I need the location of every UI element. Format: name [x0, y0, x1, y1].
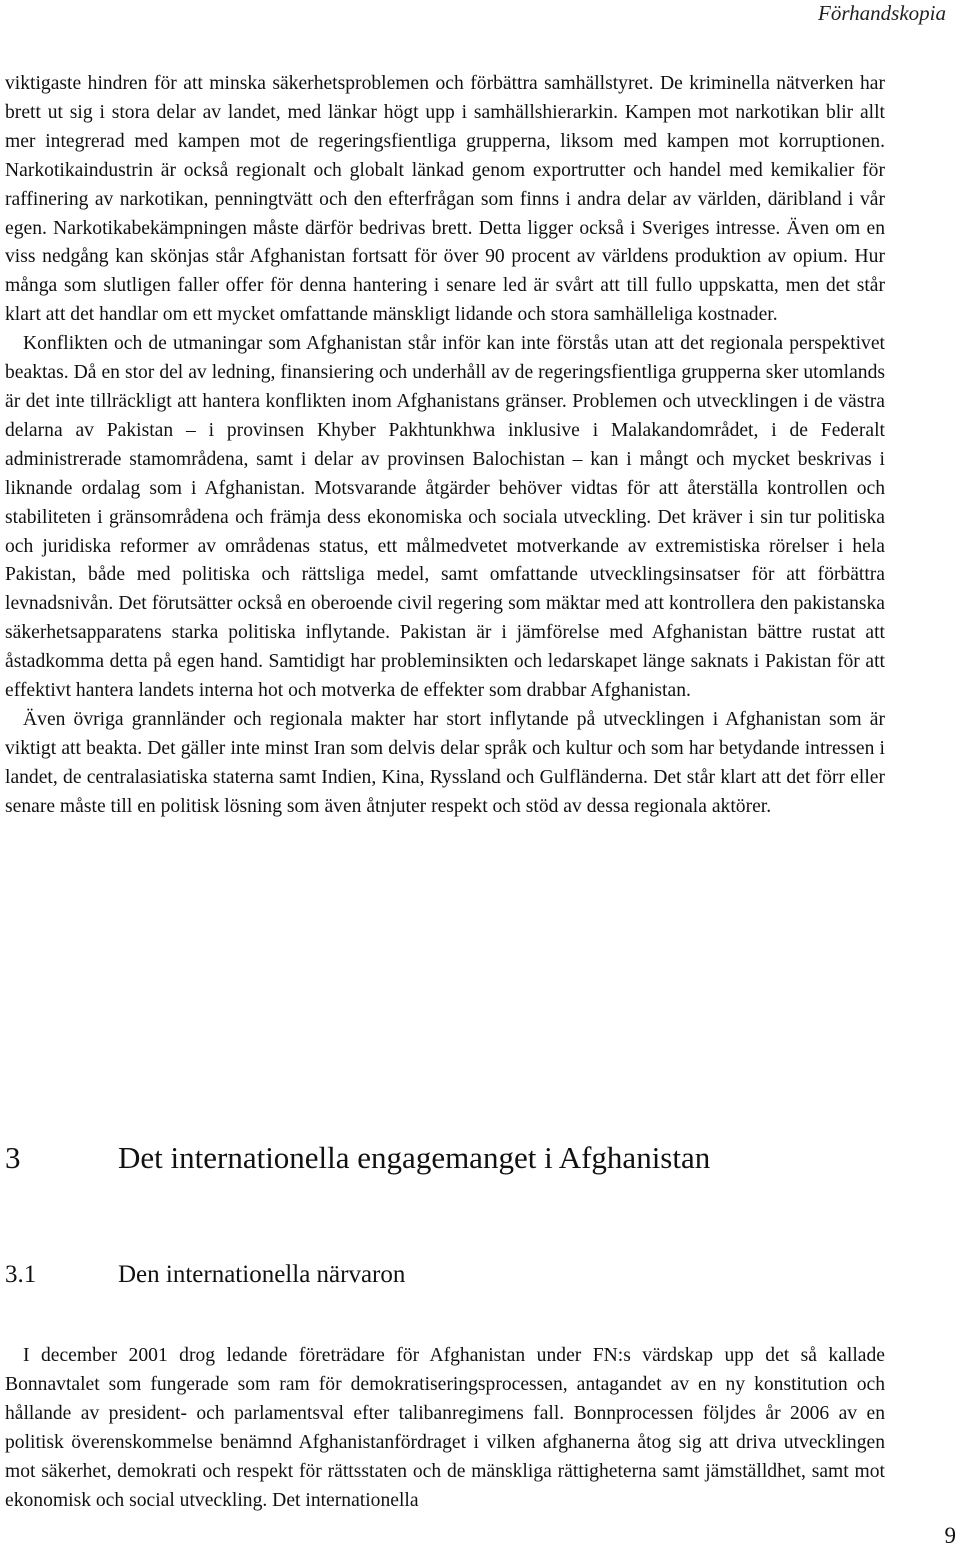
paragraph-narcotics: viktigaste hindren för att minska säkerhetsproblemen och förbättra samhällstyret. De kriminella nätverken har brett ut sig i stora delar av landet, med länkar högt upp i samhällshierarkin. Kampen mot narkotikan blir allt mer integrerad med kampen mot de regeringsfientliga grupperna, liksom med kampen mot korruptionen. Narkotikaindustrin är också regionalt och globalt länkad genom exportrutter och handel med kemikalier för raffinering av narkotikan, penningtvätt och den efterfrågan som finns i andra delar av världen, däribland i vår egen. Narkotikabekämpningen måste därför bedrivas brett. Detta ligger också i Sveriges intresse. Även om en viss nedgång kan skönjas står Afghanistan fortsatt för över 90 procent av världens produktion av opium. Hur många som slutligen faller offer för denna hantering i senare led är svårt att till fullo uppskatta, men det står klart att det handlar om ett mycket omfattande mänskligt lidande och stora samhälleliga kostnader. — [5, 73, 885, 326]
section-title: Det internationella engagemanget i Afghanistan — [118, 1140, 711, 1175]
section-heading — [5, 1138, 710, 1178]
paragraph-regional-perspective: Konflikten och de utmaningar som Afghanistan står inför kan inte förstås utan att det regionala perspektivet beaktas. Då en stor del av ledning, finansiering och underhåll av de regeringsfientliga grupperna sker utomlands är det inte tillräckligt att hantera konflikten inom Afghanistans gränser. Problemen och utvecklingen i de västra delarna av Pakistan – i provinsen Khyber Pakhtunkhwa inklusive i Malakandområdet, i de Federalt administrerade stamområdena, samt i delar av provinsen Balochistan – kan i mångt och mycket beskrivas i liknande ordalag som i Afghanistan. Motsvarande åtgärder behöver vidtas för att återställa kontrollen och stabiliteten i gränsområdena och främja dess ekonomiska och sociala utveckling. Det kräver i sin tur politiska och juridiska reformer av områdenas status, ett målmedvetet motverkande av extremistiska rörelser i hela Pakistan, både med politiska och rättsliga medel, samt omfattande utvecklingsinsatser för att förbättra levnadsnivån. Det förutsätter också en oberoende civil regering som mäktar med att kontrollera den pakistanska säkerhetsapparatens starka politiska inflytande. Pakistan är i jämförelse med Afghanistan bättre rustat att åstadkomma detta på egen hand. Samtidigt har probleminsikten och ledarskapet länge saknats i Pakistan för att effektivt hantera landets interna hot och motverka de effekter som drabbar Afghanistan. — [5, 333, 885, 702]
subsection-number: 3.1 — [5, 1261, 37, 1288]
page-number: 9 — [944, 1523, 956, 1548]
section-number: 3 — [5, 1140, 21, 1175]
subsection-heading — [5, 1258, 405, 1292]
preview-copy-header: Förhandskopia — [818, 1, 946, 25]
subsection-title: Den internationella närvaron — [118, 1261, 406, 1288]
paragraph-bonn-agreement: I december 2001 drog ledande företrädare för Afghanistan under FN:s värdskap upp det så kallade Bonnavtalet som fungerade som ram för demokratiseringsprocessen, antagandet av en ny konstitution och hållande av president- och parlamentsval efter talibanregimens fall. Bonnprocessen följdes år 2006 av en politisk överenskommelse benämnd Afghanistanfördraget i vilken afghanerna åtog sig att driva utvecklingen mot säkerhet, demokrati och respekt för rättsstaten och de mänskliga rättigheterna samt jämställdhet, samt mot ekonomisk och social utveckling. Det internationella — [5, 1345, 885, 1511]
subsection-text — [5, 1342, 885, 1515]
body-text — [5, 70, 885, 822]
paragraph-neighbouring-countries: Även övriga grannländer och regionala makter har stort inflytande på utvecklingen i Afghanistan som är viktigt att beakta. Det gäller inte minst Iran som delvis delar språk och kultur och som har betydande intressen i landet, de centralasiatiska staterna samt Indien, Kina, Ryssland och Gulfländerna. Det står klart att det förr eller senare måste till en politisk lösning som även åtnjuter respekt och stöd av dessa regionala aktörer. — [5, 708, 885, 817]
